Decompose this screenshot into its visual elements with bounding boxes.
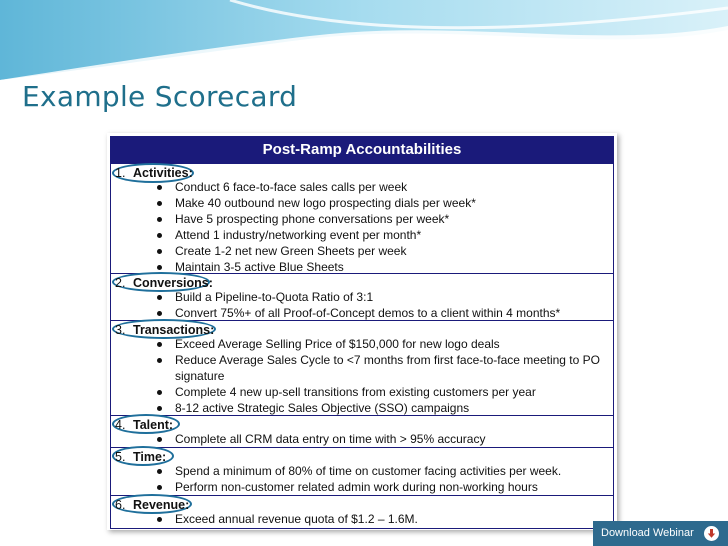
list-item: Reduce Average Sales Cycle to <7 months from first face-to-face meeting to PO <box>153 352 600 368</box>
item-list <box>153 463 561 495</box>
item-list <box>153 289 560 321</box>
list-item: Attend 1 industry/networking event per month* <box>153 227 476 243</box>
download-arrow-icon <box>704 526 719 541</box>
section-number: 4. <box>115 418 126 432</box>
item-list <box>153 431 485 447</box>
section-number: 2. <box>115 276 126 290</box>
list-item: Maintain 3-5 active Blue Sheets <box>153 259 476 275</box>
list-item: Perform non-customer related admin work during non-working hours <box>153 479 561 495</box>
item-list <box>153 336 600 416</box>
list-item: Make 40 outbound new logo prospecting dials per week* <box>153 195 476 211</box>
list-item: Have 5 prospecting phone conversations per week* <box>153 211 476 227</box>
item-list <box>153 179 476 275</box>
header-wave-decoration <box>0 0 728 90</box>
section-number: 3. <box>115 323 126 337</box>
section-revenue <box>111 496 613 528</box>
section-transactions <box>111 321 613 416</box>
slide-title: Example Scorecard <box>22 80 298 113</box>
list-item: Build a Pipeline-to-Quota Ratio of 3:1 <box>153 289 560 305</box>
section-number: 1. <box>115 166 126 180</box>
section-number: 6. <box>115 498 126 512</box>
scorecard-table <box>107 133 617 530</box>
scorecard-header: Post-Ramp Accountabilities <box>110 136 614 163</box>
section-number: 5. <box>115 450 126 464</box>
section-label: Revenue: <box>133 498 190 512</box>
list-item: Complete all CRM data entry on time with > 95% accuracy <box>153 431 485 447</box>
download-webinar-button[interactable] <box>593 521 728 546</box>
list-item: Exceed annual revenue quota of $1.2 – 1.6M. <box>153 511 418 527</box>
section-activities <box>111 164 613 274</box>
section-conversions <box>111 274 613 321</box>
download-label: Download Webinar <box>601 527 694 539</box>
item-list <box>153 511 418 527</box>
list-item-continuation: signature <box>175 369 225 383</box>
section-label: Transactions: <box>133 323 215 337</box>
list-item: Spend a minimum of 80% of time on customer facing activities per week. <box>153 463 561 479</box>
list-item: Conduct 6 face-to-face sales calls per week <box>153 179 476 195</box>
list-item: Complete 4 new up-sell transitions from existing customers per year <box>153 384 600 400</box>
list-item: 8-12 active Strategic Sales Objective (SSO) campaigns <box>153 400 600 416</box>
list-item: Exceed Average Selling Price of $150,000 for new logo deals <box>153 336 600 352</box>
section-label: Time: <box>133 450 167 464</box>
section-label: Conversions: <box>133 276 213 290</box>
section-label: Talent: <box>133 418 174 432</box>
scorecard-body <box>110 163 614 529</box>
section-label: Activities: <box>133 166 193 180</box>
section-time <box>111 448 613 496</box>
list-item: Create 1-2 net new Green Sheets per week <box>153 243 476 259</box>
list-item: Convert 75%+ of all Proof-of-Concept demos to a client within 4 months* <box>153 305 560 321</box>
section-talent <box>111 416 613 448</box>
